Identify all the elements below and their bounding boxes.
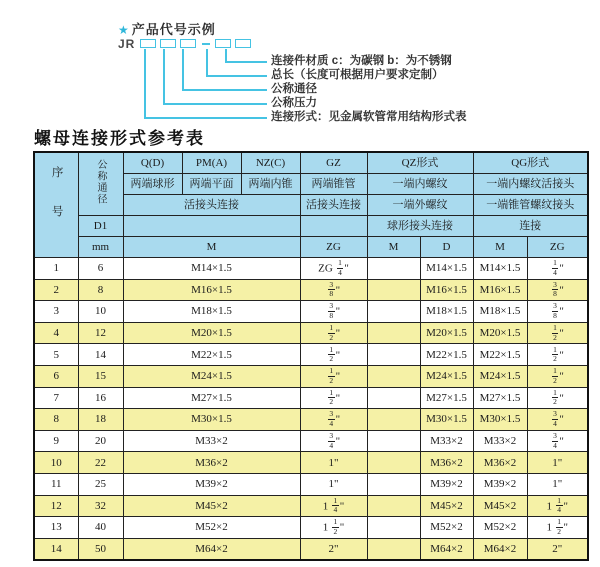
fraction: $\frac{3}{8}$ [553,279,557,299]
cell-qg-m: M14×1.5 [473,258,527,280]
fraction: $\frac{1}{4}$ [553,258,557,277]
cell-qg-zg: $\frac{1}{2}$ " [527,365,588,387]
table-row [34,365,588,387]
cell-m-thread: M18×1.5 [123,301,300,323]
col-header-qz: QZ形式 [367,152,473,174]
header-zg: ZG [300,237,367,258]
cell-qz-d: M24×1.5 [420,365,473,387]
col-header-pma: PM(A) [182,152,241,174]
header-d1: D1 [78,216,123,237]
cell-qg-zg: 1" [527,452,588,474]
cell-qz-m [367,387,420,409]
cell-qg-zg: $\frac{1}{4}$ " [527,258,588,280]
cell-qz-m [367,495,420,517]
cell-qz-d: M20×1.5 [420,322,473,344]
cell-seq: 11 [34,473,78,495]
fraction: $\frac{1}{2}$ [553,344,557,364]
fraction: $\frac{3}{8}$ [553,301,557,320]
product-code-boxes [118,38,255,49]
code-box-5 [235,39,251,48]
cell-m-thread: M64×2 [123,538,300,560]
cell-qg-m: M64×2 [473,538,527,560]
cell-m-thread: M24×1.5 [123,365,300,387]
header-m: M [123,237,300,258]
header-qg-conn: 连接 [473,216,588,237]
fraction: $\frac{3}{4}$ [553,409,557,428]
leader-line [163,49,165,104]
cell-seq: 4 [34,322,78,344]
cell-qg-m: M24×1.5 [473,365,527,387]
cell-qg-m: M22×1.5 [473,344,527,366]
cell-seq: 10 [34,452,78,474]
product-code-heading [118,19,216,38]
cell-m-thread: M16×1.5 [123,279,300,301]
leader-line [163,103,267,105]
header-qz-desc1: 一端内螺纹 [367,174,473,195]
cell-dn: 8 [78,279,123,301]
cell-qz-d: M33×2 [420,430,473,452]
cell-qg-zg: 1 $\frac{1}{4}$ " [527,495,588,517]
cell-qz-d: M52×2 [420,517,473,539]
header-q-desc: 两端球形 [123,174,182,195]
header-blank-gz [300,216,367,237]
cell-seq: 1 [34,258,78,280]
cell-qz-m [367,344,420,366]
cell-m-thread: M22×1.5 [123,344,300,366]
leader-line [144,117,267,119]
cell-dn: 50 [78,538,123,560]
table-row [34,301,588,323]
cell-gz-thread: 1 $\frac{1}{4}$ " [300,495,367,517]
cell-seq: 7 [34,387,78,409]
code-box-3 [180,39,196,48]
fraction: $\frac{1}{2}$ [553,366,557,385]
cell-gz-thread: 1 $\frac{1}{2}$ " [300,517,367,539]
cell-seq: 14 [34,538,78,560]
code-prefix: JR [118,36,136,51]
header-union-conn: 活接头连接 [123,195,300,216]
cell-dn: 16 [78,387,123,409]
cell-seq: 3 [34,301,78,323]
cell-qg-m: M18×1.5 [473,301,527,323]
header-qz-conn: 球形接头连接 [367,216,473,237]
cell-dn: 32 [78,495,123,517]
cell-qg-m: M45×2 [473,495,527,517]
header-qz-desc2: 一端外螺纹 [367,195,473,216]
cell-qg-zg: 1" [527,473,588,495]
header-qz-m: M [367,237,420,258]
nut-connection-reference-table [33,151,589,561]
table-row [34,495,588,517]
cell-m-thread: M39×2 [123,473,300,495]
fraction: $\frac{3}{4}$ [553,430,557,450]
table-body [34,258,588,561]
fraction: $\frac{1}{2}$ [553,322,557,342]
cell-gz-thread: $\frac{1}{2}$ " [300,387,367,409]
fraction: $\frac{1}{2}$ [557,517,561,536]
header-qg-zg: ZG [527,237,588,258]
fraction: $\frac{1}{2}$ [329,387,334,407]
code-label-connection: 连接形式：见金属软管常用结构形式表 [271,111,467,123]
code-dash [202,43,210,45]
leader-line [225,61,267,63]
cell-gz-thread: 1" [300,452,367,474]
header-blank-m [123,216,300,237]
cell-qz-d: M45×2 [420,495,473,517]
leader-line [182,89,267,91]
cell-dn: 22 [78,452,123,474]
code-label-diameter: 公称通径 [271,83,317,95]
cell-seq: 2 [34,279,78,301]
cell-qg-zg: 2" [527,538,588,560]
cell-seq: 12 [34,495,78,517]
cell-qg-zg: $\frac{1}{2}$ " [527,344,588,366]
header-qz-d: D [420,237,473,258]
cell-gz-thread: ZG $\frac{1}{4}$ " [300,258,367,280]
cell-gz-thread: $\frac{1}{2}$ " [300,365,367,387]
cell-qz-m [367,517,420,539]
fraction: $\frac{1}{4}$ [557,495,561,515]
cell-m-thread: M27×1.5 [123,387,300,409]
cell-gz-thread: $\frac{1}{2}$ " [300,344,367,366]
header-qg-desc2: 一端锥管螺纹接头 [473,195,588,216]
star-icon: ★ [118,23,130,37]
fraction: $\frac{1}{4}$ [338,258,342,277]
cell-seq: 5 [34,344,78,366]
header-nz-desc: 两端内锥 [241,174,300,195]
cell-qg-m: M27×1.5 [473,387,527,409]
fraction: $\frac{3}{4}$ [329,430,334,450]
cell-qg-m: M16×1.5 [473,279,527,301]
cell-gz-thread: 2" [300,538,367,560]
fraction: $\frac{3}{8}$ [329,301,334,320]
leader-line [182,49,184,90]
table-row [34,279,588,301]
cell-dn: 15 [78,365,123,387]
header-gz-desc: 两端锥管 [300,174,367,195]
cell-qz-d: M14×1.5 [420,258,473,280]
table-title: 螺母连接形式参考表 [34,129,205,149]
table-row [34,430,588,452]
header-dn: 公称通径 [78,152,123,216]
cell-qz-d: M36×2 [420,452,473,474]
cell-m-thread: M30×1.5 [123,409,300,431]
cell-qg-m: M30×1.5 [473,409,527,431]
header-mm: mm [78,237,123,258]
table-row [34,517,588,539]
cell-gz-thread: $\frac{3}{8}$ " [300,279,367,301]
cell-seq: 8 [34,409,78,431]
cell-qz-d: M22×1.5 [420,344,473,366]
cell-qz-m [367,322,420,344]
fraction: $\frac{1}{2}$ [333,517,338,536]
table-row [34,258,588,280]
cell-dn: 20 [78,430,123,452]
cell-qg-zg: $\frac{3}{8}$ " [527,301,588,323]
cell-qg-zg: 1 $\frac{1}{2}$ " [527,517,588,539]
col-header-qg: QG形式 [473,152,588,174]
cell-seq: 6 [34,365,78,387]
table-row [34,409,588,431]
cell-qg-m: M39×2 [473,473,527,495]
cell-dn: 18 [78,409,123,431]
header-row-4 [34,216,588,237]
fraction: $\frac{3}{4}$ [329,409,334,428]
cell-qz-d: M27×1.5 [420,387,473,409]
cell-gz-thread: 1" [300,473,367,495]
table-row [34,387,588,409]
cell-m-thread: M20×1.5 [123,322,300,344]
cell-qg-m: M52×2 [473,517,527,539]
cell-qg-m: M33×2 [473,430,527,452]
cell-dn: 10 [78,301,123,323]
cell-qg-zg: $\frac{3}{8}$ " [527,279,588,301]
header-row-5 [34,237,588,258]
cell-seq: 9 [34,430,78,452]
cell-dn: 40 [78,517,123,539]
leader-line [206,49,208,76]
cell-qz-m [367,409,420,431]
cell-qz-m [367,365,420,387]
code-box-4 [215,39,231,48]
fraction: $\frac{3}{8}$ [329,279,334,299]
cell-qz-d: M64×2 [420,538,473,560]
cell-m-thread: M45×2 [123,495,300,517]
cell-qg-zg: $\frac{3}{4}$ " [527,430,588,452]
cell-dn: 12 [78,322,123,344]
cell-qg-zg: $\frac{1}{2}$ " [527,387,588,409]
leader-line [206,75,267,77]
cell-qz-m [367,538,420,560]
cell-qg-m: M36×2 [473,452,527,474]
fraction: $\frac{1}{2}$ [329,366,334,385]
table-row [34,452,588,474]
code-box-2 [160,39,176,48]
cell-qg-m: M20×1.5 [473,322,527,344]
code-label-material: 连接件材质 c：为碳钢 b：为不锈钢 [271,55,452,67]
code-box-1 [140,39,156,48]
header-qg-desc1: 一端内螺纹活接头 [473,174,588,195]
code-label-length: 总长（长度可根据用户要求定制） [271,69,444,81]
cell-qz-m [367,258,420,280]
col-header-gz: GZ [300,152,367,174]
header-qg-m: M [473,237,527,258]
code-label-pressure: 公称压力 [271,97,317,109]
table-row [34,322,588,344]
fraction: $\frac{1}{2}$ [329,344,334,364]
table-row [34,473,588,495]
header-row-1 [34,152,588,174]
cell-qz-m [367,301,420,323]
cell-m-thread: M36×2 [123,452,300,474]
cell-qg-zg: $\frac{1}{2}$ " [527,322,588,344]
product-code-heading-text: 产品代号示例 [131,22,216,37]
cell-qz-m [367,430,420,452]
cell-gz-thread: $\frac{3}{4}$ " [300,430,367,452]
cell-qz-d: M30×1.5 [420,409,473,431]
cell-dn: 6 [78,258,123,280]
fraction: $\frac{1}{2}$ [329,322,334,342]
header-gz-union: 活接头连接 [300,195,367,216]
cell-qz-d: M16×1.5 [420,279,473,301]
cell-m-thread: M14×1.5 [123,258,300,280]
leader-line [144,49,146,118]
cell-gz-thread: $\frac{3}{8}$ " [300,301,367,323]
cell-m-thread: M52×2 [123,517,300,539]
cell-qz-m [367,452,420,474]
cell-gz-thread: $\frac{3}{4}$ " [300,409,367,431]
cell-qz-m [367,279,420,301]
cell-qz-d: M39×2 [420,473,473,495]
fraction: $\frac{1}{4}$ [333,495,338,515]
cell-qg-zg: $\frac{3}{4}$ " [527,409,588,431]
cell-seq: 13 [34,517,78,539]
header-seq: 序号 [34,152,78,258]
cell-dn: 14 [78,344,123,366]
cell-qz-d: M18×1.5 [420,301,473,323]
header-pm-desc: 两端平面 [182,174,241,195]
cell-gz-thread: $\frac{1}{2}$ " [300,322,367,344]
cell-m-thread: M33×2 [123,430,300,452]
table-row [34,344,588,366]
cell-dn: 25 [78,473,123,495]
table-row [34,538,588,560]
col-header-nzc: NZ(C) [241,152,300,174]
cell-qz-m [367,473,420,495]
col-header-qd: Q(D) [123,152,182,174]
fraction: $\frac{1}{2}$ [553,387,557,407]
